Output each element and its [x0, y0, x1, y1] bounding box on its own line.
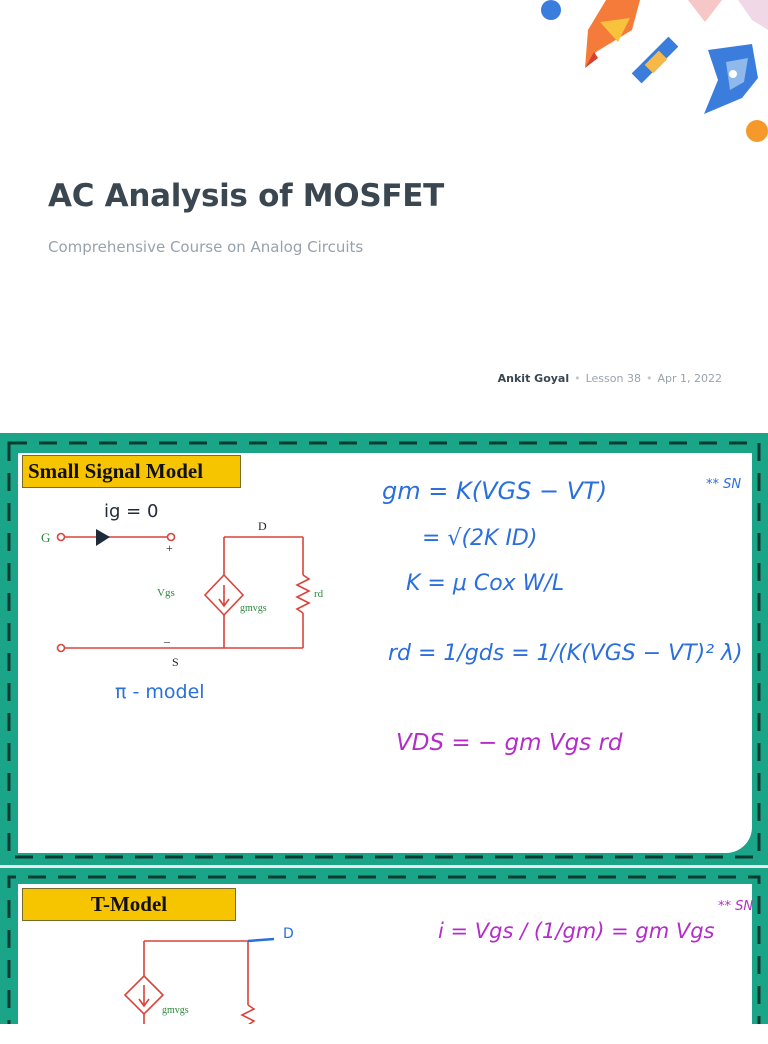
meta-separator: • [645, 372, 653, 385]
plus-label: + [166, 541, 173, 555]
corner-note: ** SN [706, 477, 742, 492]
equation-rd: rd = 1/gds = 1/(K(VGS − VT)² λ) [388, 641, 743, 666]
drain-label: D [258, 519, 267, 533]
equation-vds: VDS = − gm Vgs rd [396, 730, 623, 756]
equation-gm: gm = K(VGS − VT) [382, 477, 608, 505]
pi-model-annotation: π - model [115, 681, 205, 703]
gate-label: G [41, 530, 51, 545]
slide-label-small-signal-model: Small Signal Model [22, 455, 241, 488]
equation-gm-alt: = √(2K ID) [422, 526, 538, 551]
current-arrow-icon [139, 985, 149, 1006]
slide-label-t-model: T-Model [22, 888, 236, 921]
dependent-source-label: gmvgs [240, 603, 267, 614]
page-subtitle: Comprehensive Course on Analog Circuits [48, 238, 364, 256]
author-name: Ankit Goyal [497, 372, 570, 385]
dependent-source-label: gmvgs [162, 1005, 189, 1016]
vgs-label: Vgs [157, 587, 175, 599]
meta-separator: • [574, 372, 581, 385]
source-label: S [172, 655, 179, 669]
equation-k: K = μ Cox W/L [406, 571, 565, 596]
minus-label: – [164, 634, 170, 648]
t-model-circuit [125, 941, 254, 1024]
equation-i: i = Vgs / (1/gm) = gm Vgs [438, 919, 715, 943]
page-title: AC Analysis of MOSFET [48, 178, 444, 214]
corner-note: ** SN [718, 899, 754, 914]
ig-annotation: ig = 0 [104, 501, 159, 522]
rd-label: rd [314, 588, 324, 600]
lesson-number: Lesson 38 [585, 372, 641, 385]
drain-label: D [283, 926, 294, 942]
lesson-date: Apr 1, 2022 [657, 372, 722, 385]
drain-lead [248, 939, 274, 941]
